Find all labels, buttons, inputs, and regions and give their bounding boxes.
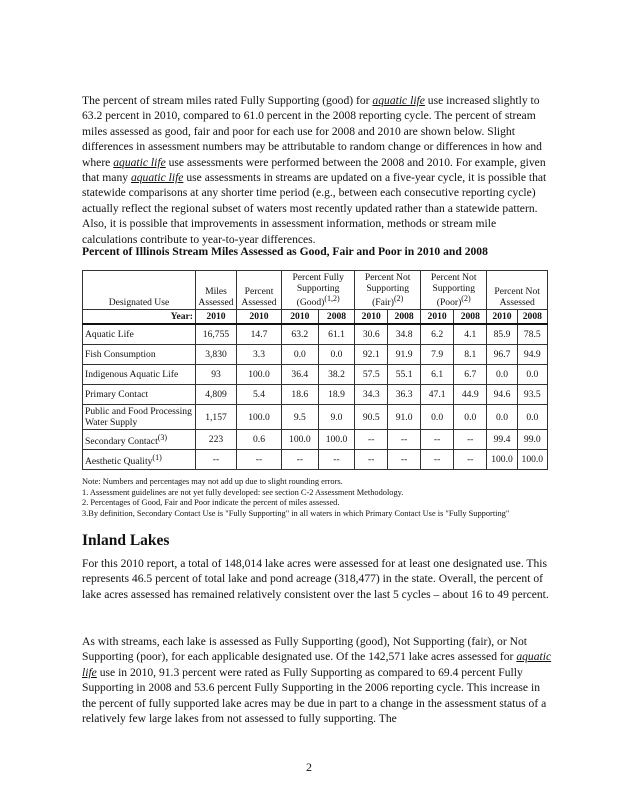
table-cell: 55.1 <box>388 365 421 385</box>
table-cell: -- <box>421 430 454 450</box>
table-cell: 100.0 <box>318 430 355 450</box>
col-header: Designated Use <box>83 271 196 310</box>
year-cell: 2010 <box>237 310 282 325</box>
table-cell: 0.0 <box>487 405 517 430</box>
table-cell: 0.0 <box>318 345 355 365</box>
year-cell: 2010 <box>355 310 388 325</box>
emphasis: aquatic life <box>113 155 166 169</box>
table-cell: 96.7 <box>487 345 517 365</box>
text: use in 2010, 91.3 percent were rated as Fully Supporting as compared to 69.4 percent Fully Supporting in 2008 and 53.6 percent Fully Supporting in the 2006 reporting cycle. This increase in the percent of fully supported lake acres may be due in part to a change in the assessment status of a relatively few large lakes from not assessed to fully supporting. The <box>82 665 547 726</box>
page-number: 2 <box>306 760 312 774</box>
table-cell: 0.0 <box>487 365 517 385</box>
table-cell: 16,755 <box>196 324 237 345</box>
table-cell: -- <box>454 450 487 470</box>
stream-miles-table <box>82 270 548 470</box>
table-cell: 9.0 <box>318 405 355 430</box>
text: use assessments in streams are updated on a five-year cycle, it is possible that statewide comparisons at any shorter time period (e.g., between each consecutive reporting cycle) actually reflect the regional subset of waters most recently updated rather than a statewide pattern. Also, it is possible that improvements in assessment information, methods or stream mile calculations contribute to year-to-year differences. <box>82 171 547 246</box>
text: Percent Not Supporting (Fair) <box>364 272 411 309</box>
use-label: Secondary Contact <box>85 435 158 447</box>
table-title: Percent of Illinois Stream Miles Assessed as Good, Fair and Poor in 2010 and 2008 <box>82 245 488 258</box>
table-cell: -- <box>454 430 487 450</box>
table-cell: -- <box>355 450 388 470</box>
table-cell: -- <box>388 430 421 450</box>
table-cell: 36.4 <box>282 365 319 385</box>
table-row <box>83 324 548 345</box>
table-cell: 0.0 <box>454 405 487 430</box>
col-header: Percent Not Assessed <box>487 271 548 310</box>
table-cell: 8.1 <box>454 345 487 365</box>
table-cell: 93.5 <box>517 385 547 405</box>
table-cell: -- <box>421 450 454 470</box>
table-cell: 30.6 <box>355 324 388 345</box>
table-cell: 6.2 <box>421 324 454 345</box>
table-cell: -- <box>388 450 421 470</box>
table-cell: 99.0 <box>517 430 547 450</box>
table-cell: 18.9 <box>318 385 355 405</box>
text: use assessments were performed between the 2008 and 2010. For example, given that many <box>82 155 546 185</box>
table-cell: 34.8 <box>388 324 421 345</box>
year-cell: 2008 <box>388 310 421 325</box>
table-cell: 93 <box>196 365 237 385</box>
table-cell: 38.2 <box>318 365 355 385</box>
table-row <box>83 430 548 450</box>
table-cell: -- <box>196 450 237 470</box>
table-cell: 57.5 <box>355 365 388 385</box>
table-cell: 0.0 <box>517 405 547 430</box>
table-cell: 4.1 <box>454 324 487 345</box>
use-label: Aquatic Life <box>85 329 134 341</box>
year-row <box>83 310 548 325</box>
table-cell: 85.9 <box>487 324 517 345</box>
use-label: Fish Consumption <box>85 349 156 361</box>
table-cell: 100.0 <box>237 405 282 430</box>
text: As with streams, each lake is assessed as Fully Supporting (good), Not Supporting (fair), or Not Supporting (poor), for each applicable designated use. Of the 142,571 lake acres assessed for <box>82 635 528 664</box>
sup: (1,2) <box>324 294 340 303</box>
table-cell: 6.7 <box>454 365 487 385</box>
table-cell: 18.6 <box>282 385 319 405</box>
lakes-paragraph-2 <box>82 634 552 726</box>
designated-use <box>83 405 196 430</box>
emphasis: aquatic life <box>130 171 184 185</box>
emphasis: aquatic life <box>82 650 552 679</box>
section-heading: Inland Lakes <box>82 532 170 549</box>
designated-use <box>83 430 196 450</box>
sup: (2) <box>393 294 404 303</box>
use-label: Public and Food Processing Water Supply <box>85 406 192 429</box>
table-cell: 0.6 <box>237 430 282 450</box>
table-cell: 34.3 <box>355 385 388 405</box>
table-row <box>83 385 548 405</box>
use-label: Aesthetic Quality <box>85 455 153 467</box>
table-cell: 7.9 <box>421 345 454 365</box>
lakes-paragraph-1: For this 2010 report, a total of 148,014 lake acres were assessed for at least one designated use. This represents 46.5 percent of total lake and pond acreage (318,477) in the state. Overall, the percent of lake acres assessed has remained relatively consistent over the last 5 cycles – about 16 to 49 percent. <box>82 557 549 601</box>
table-cell: -- <box>237 450 282 470</box>
year-cell: 2008 <box>318 310 355 325</box>
designated-use <box>83 345 196 365</box>
table-cell: -- <box>282 450 319 470</box>
table-cell: 63.2 <box>282 324 319 345</box>
table-cell: 100.0 <box>282 430 319 450</box>
designated-use <box>83 324 196 345</box>
note: 1. Assessment guidelines are not yet fully developed: see section C-2 Assessment Methodology. <box>82 487 404 497</box>
note: 2. Percentages of Good, Fair and Poor indicate the percent of miles assessed. <box>82 498 340 507</box>
table-cell: 36.3 <box>388 385 421 405</box>
col-header: Miles Assessed <box>196 271 237 310</box>
table-cell: 47.1 <box>421 385 454 405</box>
table-row <box>83 405 548 430</box>
year-cell: 2008 <box>454 310 487 325</box>
table-cell: 4,809 <box>196 385 237 405</box>
table-cell: 92.1 <box>355 345 388 365</box>
table-cell: 0.0 <box>517 365 547 385</box>
sup: (2) <box>461 294 471 303</box>
table-cell: 100.0 <box>517 450 547 470</box>
table-cell: -- <box>355 430 388 450</box>
year-cell: 2008 <box>517 310 547 325</box>
use-label: Primary Contact <box>85 389 149 401</box>
text: use increased slightly to 63.2 percent in 2010, compared to 61.0 percent in the 2008 reporting cycle. The percent of stream miles assessed as good, fair and poor for each use for 2008 and 2010 are shown below. Slight differences in assessment numbers may be attributable to random change or differences in how and where <box>82 94 542 169</box>
emphasis: aquatic life <box>372 94 425 107</box>
table-row <box>83 450 548 470</box>
table-cell: -- <box>318 450 355 470</box>
text: Percent Fully Supporting (Good) <box>292 272 344 309</box>
col-header <box>282 271 355 310</box>
intro-paragraph <box>82 93 552 247</box>
table-cell: 5.4 <box>237 385 282 405</box>
year-cell: 2010 <box>421 310 454 325</box>
table-cell: 91.9 <box>388 345 421 365</box>
footnote-ref: (1) <box>152 452 162 462</box>
table-cell: 100.0 <box>487 450 517 470</box>
col-header: Percent Assessed <box>237 271 282 310</box>
note: Note: Numbers and percentages may not add up due to slight rounding errors. <box>82 477 343 486</box>
designated-use <box>83 385 196 405</box>
table-cell: 99.4 <box>487 430 517 450</box>
table-notes <box>82 477 552 519</box>
table-cell: 1,157 <box>196 405 237 430</box>
table-cell: 94.6 <box>487 385 517 405</box>
note: 3.By definition, Secondary Contact Use is "Fully Supporting" in all waters in which Primary Contact Use is "Fully Supporting" <box>82 508 510 518</box>
table-cell: 0.0 <box>421 405 454 430</box>
table-cell: 14.7 <box>237 324 282 345</box>
col-header <box>421 271 487 310</box>
use-label: Indigenous Aquatic Life <box>85 369 179 381</box>
year-cell: 2010 <box>487 310 517 325</box>
table-row <box>83 345 548 365</box>
table-row <box>83 365 548 385</box>
text: The percent of stream miles rated Fully Supporting (good) for <box>82 94 373 107</box>
table-cell: 90.5 <box>355 405 388 430</box>
table-cell: 91.0 <box>388 405 421 430</box>
table-cell: 100.0 <box>237 365 282 385</box>
table-cell: 0.0 <box>282 345 319 365</box>
table-cell: 9.5 <box>282 405 319 430</box>
footnote-ref: (3) <box>157 432 168 442</box>
designated-use <box>83 365 196 385</box>
year-label: Year: <box>83 310 196 325</box>
year-cell: 2010 <box>282 310 319 325</box>
year-cell: 2010 <box>196 310 237 325</box>
table-cell: 94.9 <box>517 345 547 365</box>
table-cell: 61.1 <box>318 324 355 345</box>
table-cell: 3,830 <box>196 345 237 365</box>
table-cell: 223 <box>196 430 237 450</box>
table-cell: 78.5 <box>517 324 547 345</box>
table-cell: 6.1 <box>421 365 454 385</box>
text: Percent Not Supporting (Poor) <box>430 272 477 309</box>
col-header <box>355 271 421 310</box>
table-cell: 3.3 <box>237 345 282 365</box>
designated-use <box>83 450 196 470</box>
table-cell: 44.9 <box>454 385 487 405</box>
